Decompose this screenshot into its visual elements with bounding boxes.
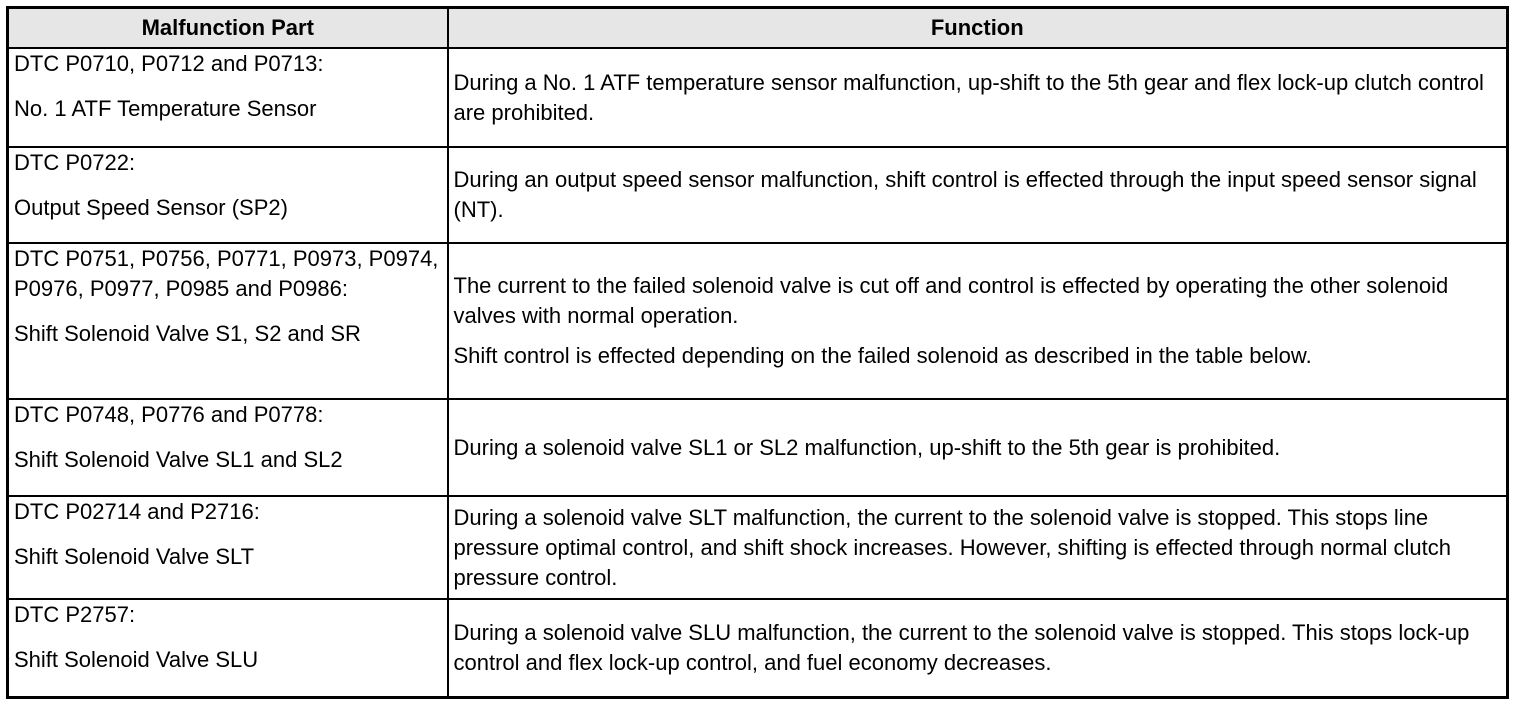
part-name: Shift Solenoid Valve SLT (14, 544, 255, 569)
function-text: During a solenoid valve SLU malfunction, the current to the solenoid valve is stopped. This stops lock-up control and flex lock-up control, and fuel economy decreases. (453, 619, 1470, 675)
function-cell (448, 147, 1508, 243)
header-malfunction-part: Malfunction Part (8, 8, 448, 49)
table-row (8, 147, 1508, 243)
malfunction-table (6, 6, 1509, 699)
dtc-codes: DTC P0748, P0776 and P0778: (14, 402, 324, 427)
dtc-codes: DTC P0751, P0756, P0771, P0973, P0974, P0976, P0977, P0985 and P0986: (14, 246, 439, 301)
table-row (8, 243, 1508, 399)
malfunction-part-cell (8, 243, 448, 399)
dtc-codes: DTC P02714 and P2716: (14, 499, 260, 524)
malfunction-part-cell (8, 147, 448, 243)
table-row (8, 599, 1508, 697)
table-row (8, 399, 1508, 496)
malfunction-part-cell (8, 599, 448, 697)
dtc-codes: DTC P0710, P0712 and P0713: (14, 51, 324, 76)
function-cell (448, 599, 1508, 697)
part-name: Output Speed Sensor (SP2) (14, 195, 288, 220)
function-text: During an output speed sensor malfunction, shift control is effected through the input speed sensor signal (NT). (453, 167, 1477, 222)
header-row (8, 8, 1508, 49)
function-text: The current to the failed solenoid valve is cut off and control is effected by operating the other solenoid valves with normal operation. (453, 273, 1449, 328)
function-text: During a solenoid valve SLT malfunction, the current to the solenoid valve is stopped. This stops line pressure optimal control, and shift shock increases. However, shifting is effected through normal clutch pressure control. (453, 504, 1451, 590)
function-cell (448, 399, 1508, 496)
part-name: No. 1 ATF Temperature Sensor (14, 96, 317, 121)
dtc-codes: DTC P0722: (14, 150, 136, 175)
function-text: Shift control is effected depending on the failed solenoid as described in the table below. (453, 343, 1312, 368)
function-cell (448, 48, 1508, 147)
malfunction-part-cell (8, 496, 448, 599)
table-row (8, 48, 1508, 147)
malfunction-part-cell (8, 399, 448, 496)
header-function: Function (448, 8, 1508, 49)
part-name: Shift Solenoid Valve SLU (14, 647, 259, 672)
dtc-codes: DTC P2757: (14, 602, 136, 627)
function-cell (448, 243, 1508, 399)
table-row (8, 496, 1508, 599)
function-text: During a solenoid valve SL1 or SL2 malfunction, up-shift to the 5th gear is prohibited. (453, 434, 1281, 460)
function-cell (448, 496, 1508, 599)
part-name: Shift Solenoid Valve S1, S2 and SR (14, 321, 361, 346)
malfunction-part-cell (8, 48, 448, 147)
function-text: During a No. 1 ATF temperature sensor malfunction, up-shift to the 5th gear and flex lock-up clutch control are prohibited. (453, 69, 1484, 125)
part-name: Shift Solenoid Valve SL1 and SL2 (14, 447, 343, 472)
